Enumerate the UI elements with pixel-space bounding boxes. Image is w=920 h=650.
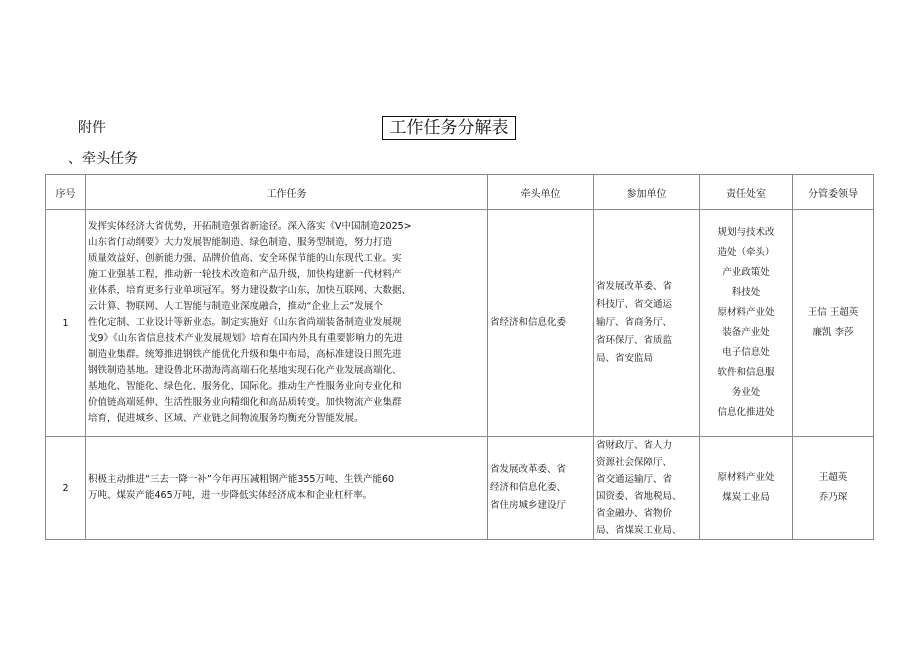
task-line: 万吨、煤炭产能465万吨，进一步降低实体经济成本和企业杠杆率。	[88, 490, 373, 501]
lead-unit-line: 省经济和信息化委	[490, 317, 567, 328]
leader-line: 王信 王超英	[807, 307, 859, 318]
participant-line: 省发展改革委、省	[596, 281, 673, 292]
participant-line: 科技厅、省交通运	[596, 299, 673, 310]
participant-line: 局、省煤炭工业局、	[596, 525, 682, 536]
task-line: 基地化、智能化、绿色化、服务化、国际化。推动生产性服务业向专业化和	[88, 381, 402, 392]
participant-line: 输厅、省商务厅、	[596, 317, 673, 328]
responsible-line: 科技处	[731, 287, 761, 298]
responsible-line: 务业处	[731, 387, 761, 398]
column-header-task: 工作任务	[86, 175, 488, 210]
lead-unit-line: 经济和信息化委、	[490, 482, 567, 493]
responsible-line: 规划与技术改	[717, 227, 775, 238]
task-line: 培育，促进城乡、区域、产业链之间物流服务均衡充分智能发展。	[88, 413, 364, 424]
participant-line: 国资委、省地税局、	[596, 491, 682, 502]
table-row	[46, 437, 874, 540]
section-heading: 、牵头任务	[68, 151, 138, 167]
table-header-row	[46, 175, 874, 210]
responsible-office	[700, 437, 793, 540]
task-table	[45, 174, 874, 540]
participant-line: 省交通运输厅、省	[596, 474, 673, 485]
column-header-no: 序号	[46, 175, 86, 210]
task-line: 积极主动推进“三去一降一补”今年再压减粗钢产能355万吨、生铁产能60	[88, 474, 395, 485]
column-header-lead-unit: 牵头单位	[488, 175, 594, 210]
responsible-line: 原材料产业处	[717, 472, 775, 483]
task-line: 性化定制、工业设计等新业态。制定实施好《山东省尚端装备制造业发展规	[88, 317, 402, 328]
lead-unit	[488, 210, 594, 437]
responsible-line: 电子信息处	[722, 347, 770, 358]
task-description	[86, 437, 488, 540]
leader-line: 廉凯 李莎	[812, 327, 854, 338]
responsible-line: 软件和信息服	[717, 367, 775, 378]
responsible-line: 煤炭工业局	[722, 492, 770, 503]
leader-line: 王超英	[818, 472, 848, 483]
column-header-responsible-office: 责任处室	[700, 175, 793, 210]
task-line: 价值链高端延伸、生活性服务业向精细化和高品质转变。加快物流产业集群	[88, 397, 402, 408]
task-line: 钢铁制造基地。建设鲁北环渤海湾高端石化基地实现石化产业发展高端化、	[88, 365, 402, 376]
task-line: 制造业集群。统筹推进钢铁产能优化升级和集中布局，高标准建设日照先进	[88, 349, 402, 360]
page-title: 工作任务分解表	[382, 116, 516, 140]
row-number: 2	[46, 437, 86, 540]
participant-line: 省金融办、省物价	[596, 508, 673, 519]
lead-unit-line: 省住房城乡建设厅	[490, 500, 567, 511]
task-line: 山东省仃动纲要》大力发展智能制造、绿色制造、服务型制造，努力打造	[88, 237, 393, 248]
responsible-line: 信息化推进处	[717, 407, 775, 418]
responsible-line: 装备产业处	[722, 327, 770, 338]
participant-units	[594, 210, 700, 437]
row-number: 1	[46, 210, 86, 437]
lead-unit-line: 省发展改革委、省	[490, 464, 567, 475]
leader-names	[793, 437, 874, 540]
responsible-line: 原材料产业处	[717, 307, 775, 318]
task-line: 发挥实体经济大省优势，开拓制造强省新途径。深入落实《V中国制造2025>	[88, 221, 412, 232]
task-line: 质量效益好、创新能力强、品牌价值高、安全环保节能的山东现代工业。实	[88, 253, 402, 264]
participant-line: 局、省安监局	[596, 353, 654, 364]
participant-line: 省财政厅、省人力	[596, 440, 673, 451]
table-row	[46, 210, 874, 437]
column-header-participants: 参加单位	[594, 175, 700, 210]
participant-units	[594, 437, 700, 540]
participant-line: 省环保厅、省质监	[596, 335, 673, 346]
task-line: 施工业强基工程，推动新一轮技术改造和产品升级，加快构建新一代材料产	[88, 269, 402, 280]
task-line: 戈9》《山东省信息技术产业发展规划》培育在国内外具有重要影响力的先进	[88, 333, 403, 344]
responsible-office	[700, 210, 793, 437]
task-description	[86, 210, 488, 437]
task-line: 云计算、物联网、人工智能与制造业深度融合，推动“企业上云”发展个	[88, 301, 383, 312]
column-header-leader: 分管委领导	[793, 175, 874, 210]
leader-line: 乔乃琛	[818, 492, 848, 503]
participant-line: 资源社会保障厅、	[596, 457, 673, 468]
responsible-line: 产业政策处	[722, 267, 770, 278]
task-line: 业体系，培育更多行业单项冠军。努力建设数字山东，加快互联网、大数据、	[88, 285, 412, 296]
attachment-label: 附件	[78, 120, 106, 136]
responsible-line: 造处（牵头）	[717, 247, 775, 258]
lead-unit	[488, 437, 594, 540]
leader-names	[793, 210, 874, 437]
